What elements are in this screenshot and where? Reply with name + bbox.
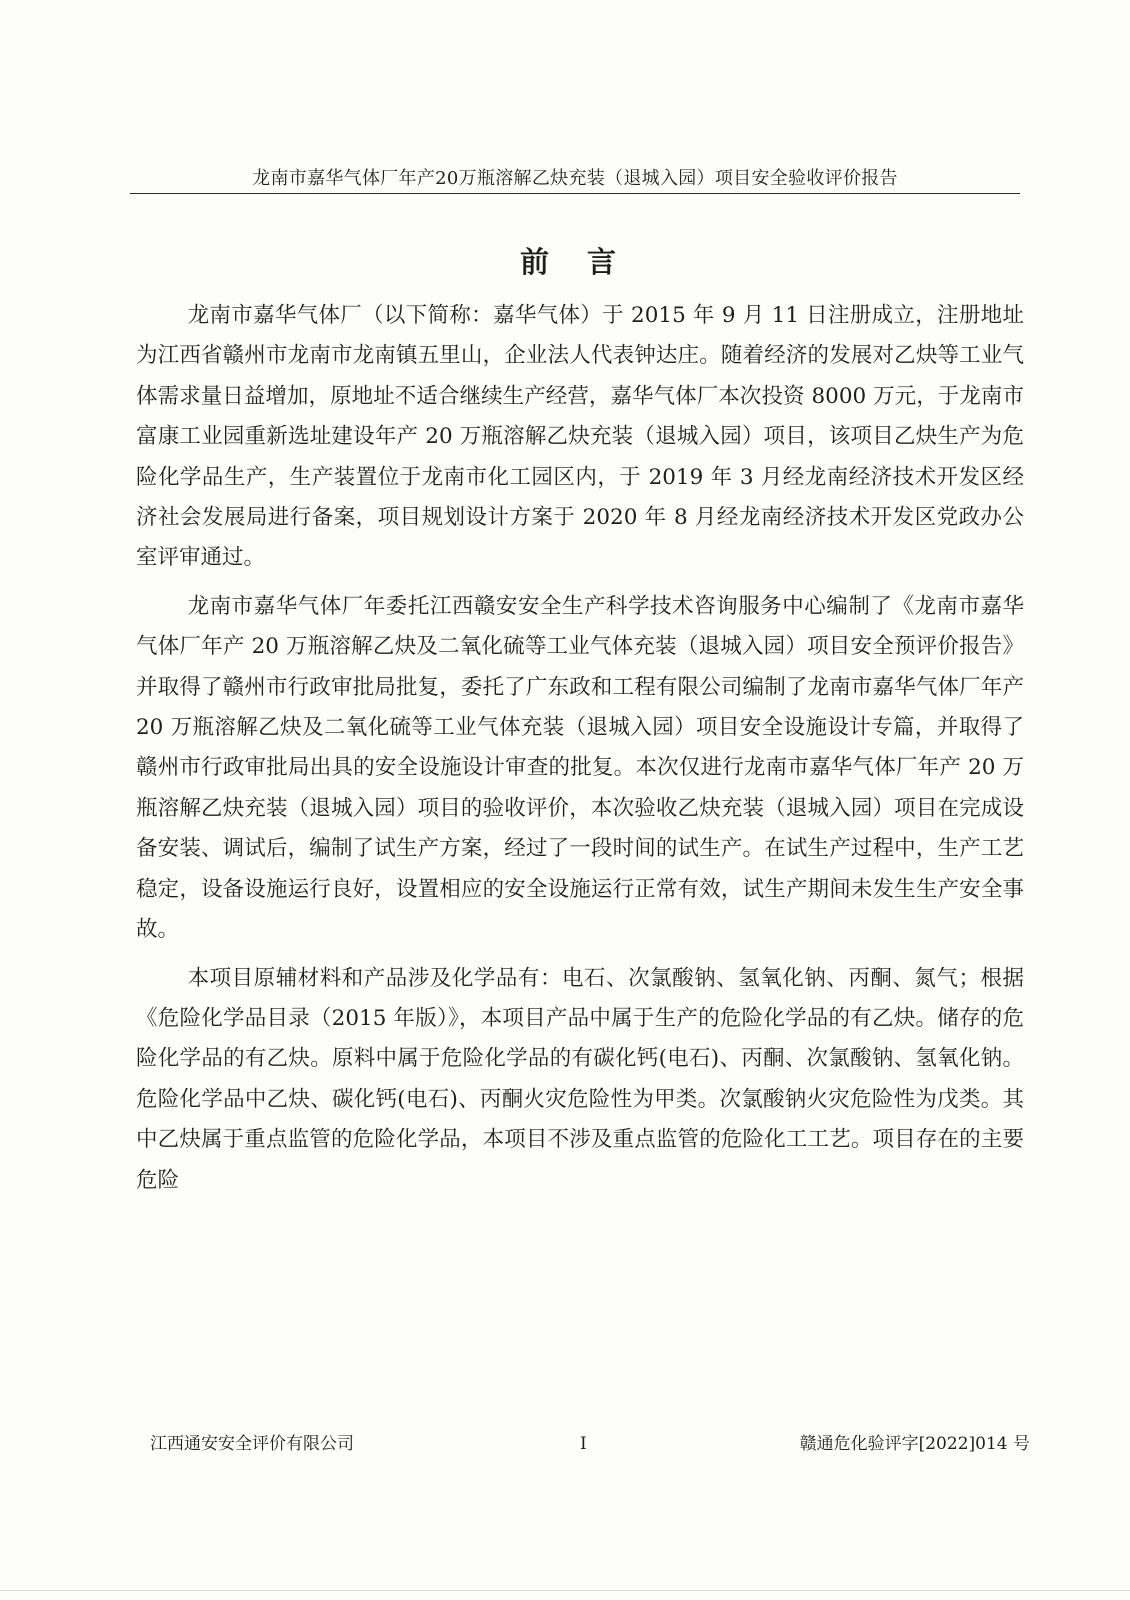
paragraph-history: 龙南市嘉华气体厂年委托江西赣安安全生产科学技术咨询服务中心编制了《龙南市嘉华气体厂年产 20 万瓶溶解乙炔及二氧化硫等工业气体充装（退城入园）项目安全预评价报告》并取得了赣州市行政审批局批复，委托了广东政和工程有限公司编制了龙南市嘉华气体厂年产 20 万瓶溶解乙炔及二氧化硫等工业气体充装（退城入园）项目安全设施设计专篇，并取得了赣州市行政审批局出具的安全设施设计审查的批复。本次仅进行龙南市嘉华气体厂年产 20 万瓶溶解乙炔充装（退城入园）项目的验收评价，本次验收乙炔充装（退城入园）项目在完成设备安装、调试后，编制了试生产方案，经过了一段时间的试生产。在试生产过程中，生产工艺稳定，设备设施运行良好，设置相应的安全设施运行正常有效，试生产期间未发生生产安全事故。 [136,593,1024,943]
paragraph-chemicals: 本项目原辅材料和产品涉及化学品有：电石、次氯酸钠、氢氧化钠、丙酮、氮气；根据《危险化学品目录（2015 年版）》，本项目产品中属于生产的危险化学品的有乙炔。储存的危险化学品的有乙炔。原料中属于危险化学品的有碳化钙(电石)、丙酮、次氯酸钠、氢氧化钠。危险化学品中乙炔、碳化钙(电石)、丙酮火灾危险性为甲类。次氯酸钠火灾危险性为戊类。其中乙炔属于重点监管的危险化学品，本项目不涉及重点监管的危险化工工艺。项目存在的主要危险 [136,965,1024,1193]
body-text [136,296,1024,1201]
paragraph-intro: 龙南市嘉华气体厂（以下简称：嘉华气体）于 2015 年 9 月 11 日注册成立，注册地址为江西省赣州市龙南市龙南镇五里山，企业法人代表钟达庄。随着经济的发展对乙炔等工业气体需求量日益增加，原地址不适合继续生产经营，嘉华气体厂本次投资 8000 万元，于龙南市富康工业园重新选址建设年产 20 万瓶溶解乙炔充装（退城入园）项目，该项目乙炔生产为危险化学品生产，生产装置位于龙南市化工园区内，于 2019 年 3 月经龙南经济技术开发区经济社会发展局进行备案，项目规划设计方案于 2020 年 8 月经龙南经济技术开发区党政办公室评审通过。 [136,303,1024,571]
footer-page-number: I [580,1434,587,1454]
section-title: 前 言 [519,245,631,280]
scan-edge-divider [0,1590,1130,1591]
footer-company: 江西通安安全评价有限公司 [150,1434,354,1454]
running-header: 龙南市嘉华气体厂年产20万瓶溶解乙炔充装（退城入园）项目安全验收评价报告 [252,168,898,189]
header-rule [130,193,1020,194]
footer-doc-number: 赣通危化验评字[2022]014 号 [799,1434,1030,1454]
page-footer [150,1433,1030,1455]
